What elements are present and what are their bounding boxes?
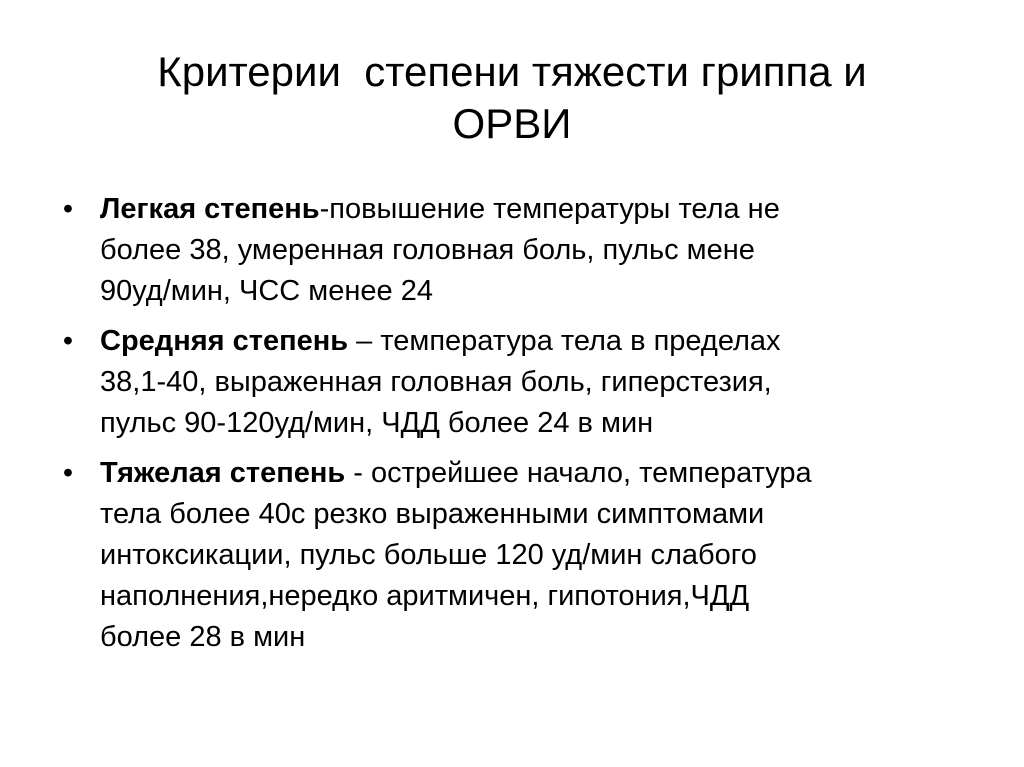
item-text: - острейшее начало, температура [345, 457, 812, 489]
item-line: интоксикации, пульс больше 120 уд/мин слабого [100, 539, 757, 571]
item-term: Тяжелая степень [100, 457, 346, 489]
item-line [100, 453, 958, 494]
item-term: Средняя степень [100, 325, 349, 357]
criteria-item-mild [58, 189, 958, 312]
slide-title [80, 46, 944, 150]
item-text: -повышение температуры тела не [319, 193, 780, 225]
item-line [100, 189, 958, 230]
bullet-icon: • [62, 457, 74, 489]
item-line: более 38, умеренная головная боль, пульс мене [100, 234, 755, 266]
slide-title-line-1: Критерии степени тяжести гриппа и [157, 48, 867, 95]
criteria-list [58, 189, 958, 667]
item-line: пульс 90-120уд/мин, ЧДД более 24 в мин [100, 407, 654, 439]
item-line: 90уд/мин, ЧСС менее 24 [100, 275, 433, 307]
slide-title-line-2: ОРВИ [452, 100, 572, 147]
item-line: более 28 в мин [100, 621, 306, 653]
item-term: Легкая степень [100, 193, 320, 225]
item-line: 38,1-40, выраженная головная боль, гиперстезия, [100, 366, 772, 398]
bullet-icon: • [62, 193, 74, 225]
item-line: наполнения,нередко аритмичен, гипотония,ЧДД [100, 580, 750, 612]
item-text: – температура тела в пределах [348, 325, 781, 357]
item-line [100, 321, 958, 362]
criteria-item-severe [58, 453, 958, 658]
criteria-item-moderate [58, 321, 958, 444]
bullet-icon: • [62, 325, 74, 357]
item-line: тела более 40с резко выраженными симптомами [100, 498, 765, 530]
